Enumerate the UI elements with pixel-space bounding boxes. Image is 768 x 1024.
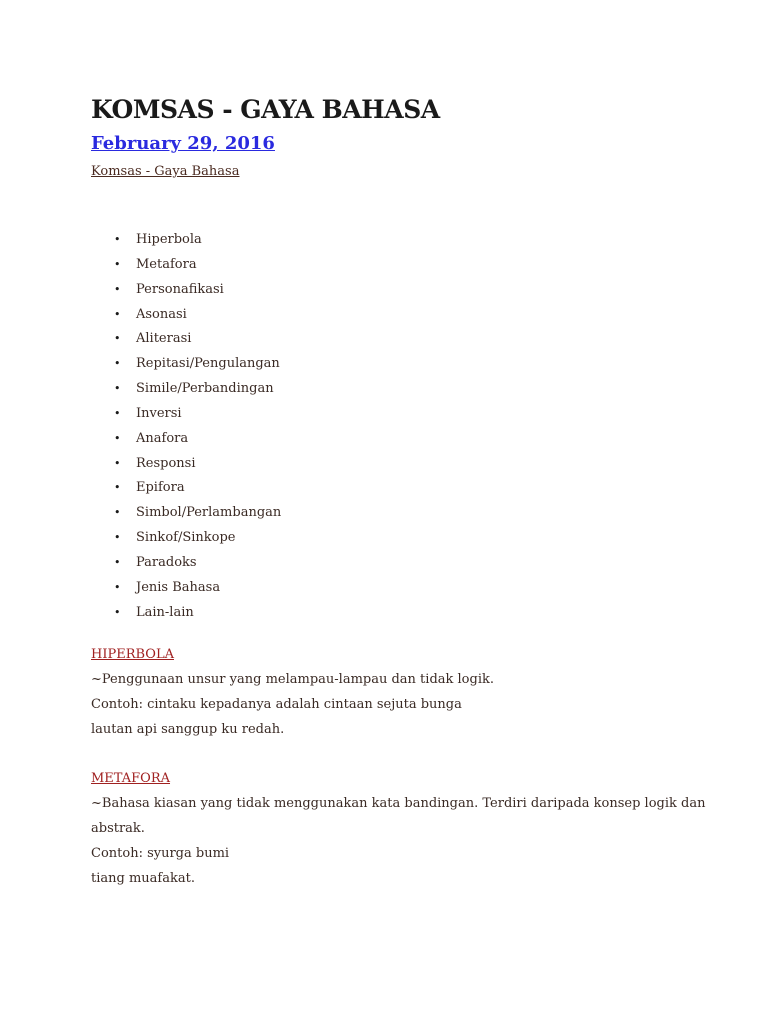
section-heading-metafora: METAFORA [91, 771, 171, 786]
metafora-example: Contoh: syurga bumi [91, 846, 230, 861]
list-item-label: Responsi [136, 455, 196, 471]
hiperbola-example: Contoh: cintaku kepadanya adalah cintaan sejuta bunga [91, 697, 462, 712]
bullet-icon: • [114, 282, 121, 296]
list-item-label: Personafikasi [136, 281, 224, 297]
bullet-icon: • [114, 580, 121, 594]
page-title: KOMSAS - GAYA BAHASA [91, 95, 440, 124]
list-item-label: Hiperbola [136, 232, 202, 247]
bullet-icon: • [114, 431, 121, 445]
bullet-icon: • [114, 531, 121, 545]
hiperbola-definition: ~Penggunaan unsur yang melampau-lampau dan tidak logik. [91, 672, 494, 687]
list-item-label: Paradoks [136, 554, 197, 570]
list-item-label: Sinkof/Sinkope [136, 530, 236, 546]
bullet-icon: • [114, 357, 121, 371]
bullet-icon: • [114, 382, 121, 396]
bullet-icon: • [114, 332, 121, 346]
list-item-label: Epifora [136, 480, 185, 496]
bullet-icon: • [114, 406, 121, 420]
metafora-definition-continued: abstrak. [91, 821, 145, 836]
hiperbola-example-continued: lautan api sanggup ku redah. [91, 722, 285, 737]
metafora-example-continued: tiang muafakat. [91, 871, 195, 886]
bullet-icon: • [114, 605, 121, 619]
post-date-link[interactable]: February 29, 2016 [91, 133, 275, 154]
bullet-icon: • [114, 506, 121, 520]
list-item-label: Simile/Perbandingan [136, 381, 274, 397]
bullet-icon: • [114, 233, 121, 246]
bullet-icon: • [114, 456, 121, 470]
bullet-icon: • [114, 307, 121, 321]
bullet-icon: • [114, 257, 121, 271]
bullet-icon: • [114, 481, 121, 495]
section-heading-hiperbola: HIPERBOLA [91, 647, 174, 662]
list-item-label: Lain-lain [136, 604, 194, 620]
list-item-label: Inversi [136, 405, 182, 421]
list-item-label: Repitasi/Pengulangan [136, 356, 280, 372]
bullet-icon: • [114, 555, 121, 569]
list-item-label: Jenis Bahasa [136, 579, 221, 595]
list-item-label: Anafora [136, 430, 189, 446]
list-item-label: Asonasi [136, 306, 187, 322]
metafora-definition: ~Bahasa kiasan yang tidak menggunakan kata bandingan. Terdiri daripada konsep logik dan [91, 796, 706, 811]
list-item-label: Metafora [136, 256, 197, 272]
post-subtitle: Komsas - Gaya Bahasa [91, 164, 240, 179]
list-item-label: Simbol/Perlambangan [136, 505, 282, 521]
list-item-label: Aliterasi [136, 331, 192, 347]
